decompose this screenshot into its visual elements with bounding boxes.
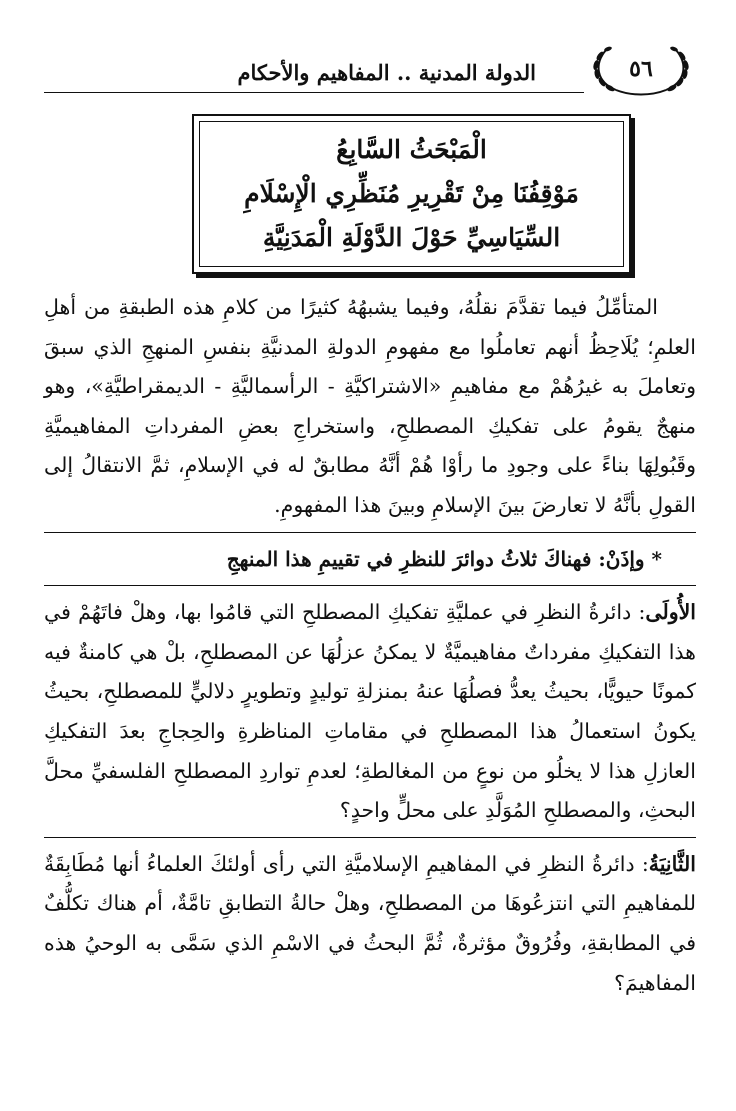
separator-rule	[44, 837, 696, 838]
first-circle-lead: الأُولَى	[645, 600, 696, 625]
page-number-ornament	[586, 38, 696, 98]
first-circle-text: : دائرةُ النظرِ في عمليَّةِ تفكيكِ المصطلحِ التي قامُوا بها، وهلْ فاتَهُمْ في هذا التفكيكِ مفرداتٌ مفاهيميَّةٌ لا يمكنُ عزلُهَا عن المصطلحِ، بلْ هي كامنةٌ فيه كمونًا حيويًّا، بحيثُ يعدُّ فصلُهَا عنهُ بمنزلةِ توليدٍ وتطويرٍ دلاليٍّ للمصطلحِ، بحيثُ يكونُ استعمالُ هذا المصطلحِ في مقاماتِ المناظرةِ والحِجاجِ بعدَ التفكيكِ العازلِ هذا لا يخلُو من نوعٍ من المغالطةِ؛ لعدمِ تواردِ المصطلحِ الفلسفيِّ محلَّ البحثِ، والمصطلحِ المُوَلَّدِ على محلٍّ واحدٍ؟	[44, 600, 696, 823]
running-title: الدولة المدنية .. المفاهيم والأحكام	[237, 60, 536, 85]
section-heading: * وإذَنْ: فهناكَ ثلاثُ دوائرَ للنظرِ في تقييمِ هذا المنهجِ	[226, 546, 662, 571]
second-circle-text: : دائرةُ النظرِ في المفاهيمِ الإسلاميَّةِ التي رأى أولئكَ العلماءُ أنها مُطَابِقَةٌ للمفاهيمِ التي انتزعُوهَا من المصطلحِ، وهلْ حالةُ التطابقِ تامَّةٌ، أم هناك تكلُّفٌ في المطابقةِ، وفُرُوقٌ مؤثرةٌ، ثُمَّ البحثُ في الاسْمِ الذي سَمَّى به الوحيُ هذه المفاهيمَ؟	[44, 851, 696, 995]
paragraph-first-circle	[44, 593, 696, 831]
section-title-line-1: الْمَبْحَثُ السَّابِعُ	[336, 135, 487, 164]
section-title-box	[192, 114, 631, 274]
page-header	[44, 38, 696, 98]
second-circle-lead: الثَّانِيَةُ	[648, 851, 696, 876]
paragraph-intro: المتأمِّلُ فيما تقدَّمَ نقلُهُ، وفيما يشبهُهُ كثيرًا من كلامِ هذه الطبقةِ من أهلِ العلمِ؛ يُلَاحِظُ أنهم تعاملُوا مع مفهومِ الدولةِ المدنيَّةِ بنفسِ المنهجِ الذي سبقَ وتعاملَ به غيرُهُمْ مع مفاهيمِ «الاشتراكيَّةِ - الرأسماليَّةِ - الديمقراطيَّةِ»، وهو منهجٌ يقومُ على تفكيكِ المصطلحِ، واستخراجِ بعضِ المفرداتِ المفاهيميَّةِ وقَبُولِهَا بناءً على وجودِ ما رأوْا هُمْ أنَّهُ مطابقٌ له في الإسلامِ، ثمَّ الانتقالُ إلى القولِ بأنَّهُ لا تعارضَ بينَ الإسلامِ وبينَ هذا المفهومِ.	[44, 295, 696, 517]
header-rule	[44, 92, 584, 93]
section-title-inner-frame	[199, 121, 624, 267]
separator-rule	[44, 532, 696, 533]
section-title-line-3: السِّيَاسِيِّ حَوْلَ الدَّوْلَةِ الْمَدَنِيَّةِ	[262, 223, 561, 252]
section-title-line-2: مَوْقِفُنَا مِنْ تَقْرِيرِ مُنَظِّرِي الْإِسْلَامِ	[244, 179, 579, 208]
page-number: ٥٦	[629, 56, 653, 82]
paragraph-second-circle	[44, 845, 696, 1003]
separator-rule	[44, 585, 696, 586]
body-text	[44, 288, 696, 1003]
